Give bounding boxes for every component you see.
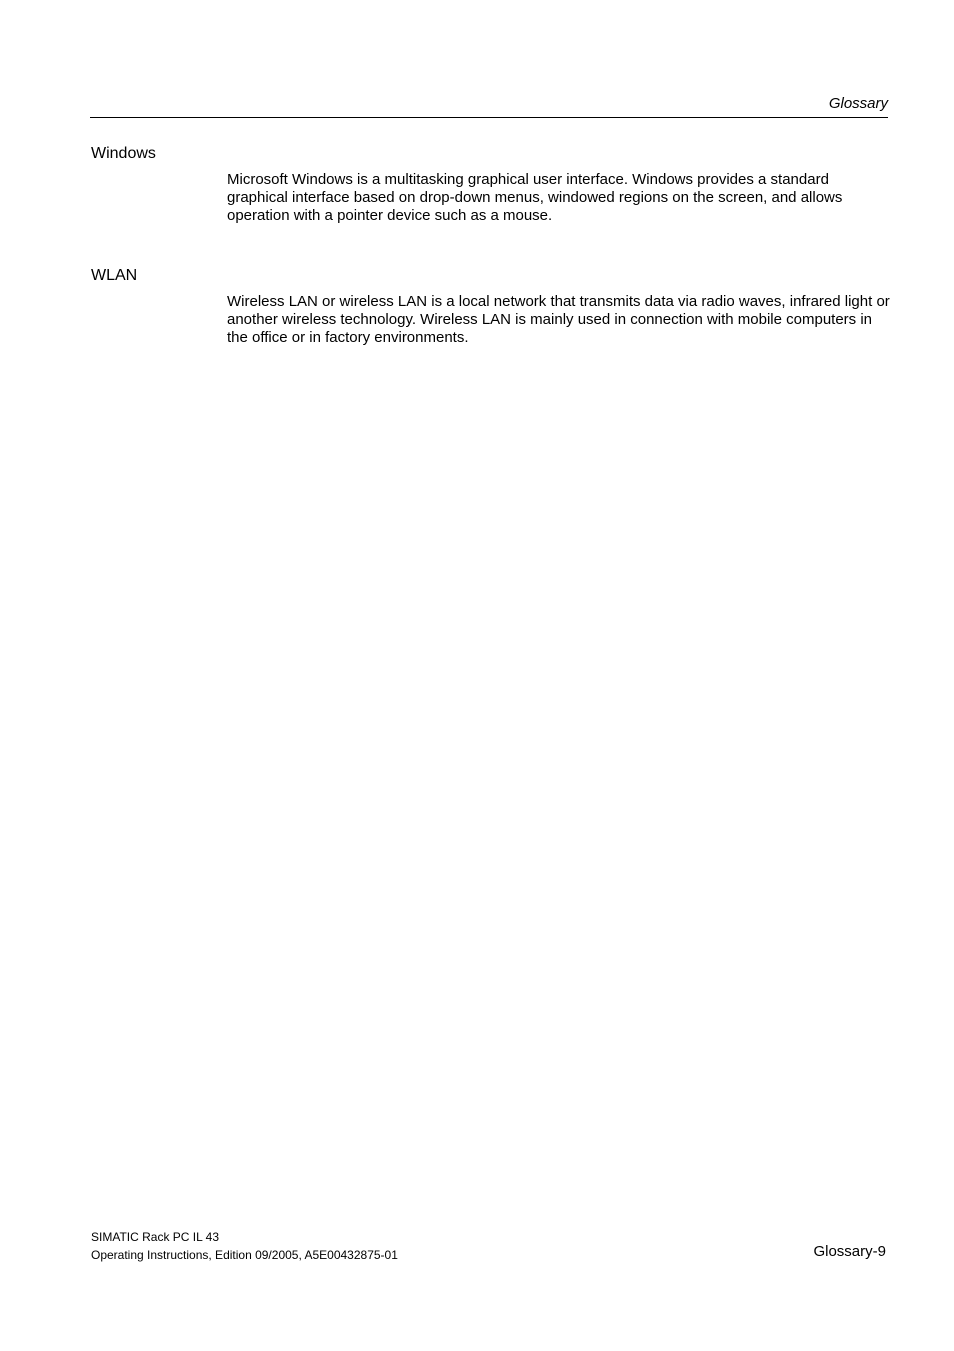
definition-lan-term: LAN [288, 293, 318, 310]
footer-edition: Operating Instructions, Edition 09/2005, A5E00432875-01 [91, 1248, 398, 1262]
definition-text: ireless [241, 293, 289, 310]
running-header [90, 95, 888, 118]
section-title: Glossary [828, 95, 888, 112]
footer-product: SIMATIC Rack PC IL 43 [91, 1230, 220, 1244]
glossary-term-wlan: WLAN [91, 267, 138, 284]
footer-document-info [91, 1228, 398, 1264]
definition-text-rest: or wireless LAN is a local network that transmits data via radio waves, infrared light or another wireless technology. Wireless LAN is mainly used in connection with mobile computers in the office or in factory environments. [227, 293, 890, 346]
glossary-definition-wlan [227, 293, 892, 347]
glossary-term-windows: Windows [91, 145, 156, 162]
page-number: Glossary-9 [813, 1243, 886, 1260]
definition-lead-letter: W [227, 293, 242, 310]
glossary-definition-windows: Microsoft Windows is a multitasking graphical user interface. Windows provides a standard graphical interface based on drop-down menus, windowed regions on the screen, and allows operation with a pointer device such as a mouse. [227, 171, 843, 224]
